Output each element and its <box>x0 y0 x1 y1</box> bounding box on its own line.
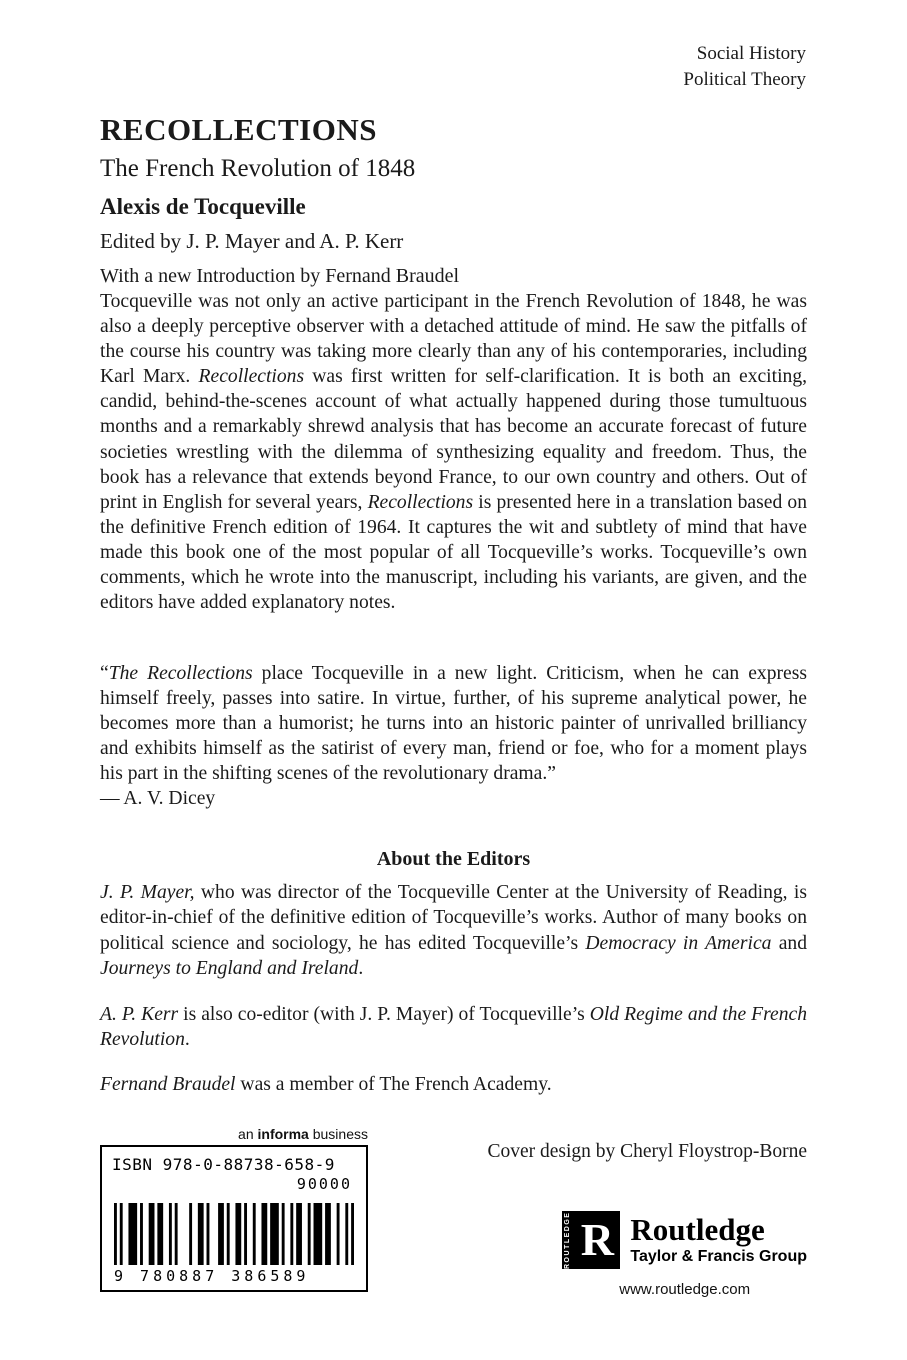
publisher-block <box>562 1211 807 1298</box>
routledge-r-icon: R <box>580 1213 614 1265</box>
publisher-names <box>630 1211 807 1267</box>
publisher-website: www.routledge.com <box>619 1281 751 1298</box>
edited-by-line: Edited by J. P. Mayer and A. P. Kerr <box>100 229 404 254</box>
editor-bio-mayer: J. P. Mayer, who was director of the Tocqueville Center at the University of Reading, is editor-in-chief of the definitive edition of Tocqueville’s works. Author of many books on political science and sociology, he has edited Tocqueville’s Democracy in America and Journeys to England and Ireland. <box>100 882 807 980</box>
category-social-history: Social History <box>696 43 806 64</box>
publisher-name: Routledge <box>630 1211 765 1247</box>
title-block <box>100 114 807 287</box>
informa-business-label: an informa business <box>238 1126 368 1142</box>
barcode-price-code: 90000 <box>296 1175 352 1193</box>
book-author: Alexis de Tocqueville <box>100 194 306 220</box>
editor-bio-kerr: A. P. Kerr is also co-editor (with J. P. Mayer) of Tocqueville’s Old Regime and the French Revolution. <box>100 1003 807 1051</box>
about-editors-heading: About the Editors <box>376 848 531 870</box>
introduction-note: With a new Introduction by Fernand Braudel <box>100 265 460 288</box>
isbn-barcode-block <box>100 1145 368 1292</box>
category-political-theory: Political Theory <box>683 69 806 90</box>
review-quote-attribution: — A. V. Dicey <box>100 788 216 810</box>
book-title: RECOLLECTIONS <box>100 112 377 147</box>
routledge-logo <box>562 1211 807 1269</box>
cover-design-credit: Cover design by Cheryl Floystrop-Borne <box>487 1141 807 1162</box>
book-subtitle: The French Revolution of 1848 <box>100 154 416 182</box>
review-quote <box>100 661 807 812</box>
isbn-number: ISBN 978-0-88738-658-9 <box>112 1155 335 1174</box>
routledge-logo-mark <box>562 1211 620 1269</box>
barcode-digits: 9 780887 386589 <box>114 1267 310 1285</box>
footer-right <box>487 1141 807 1298</box>
barcode-bars-icon <box>114 1203 354 1265</box>
publisher-group: Taylor & Francis Group <box>630 1248 807 1266</box>
category-tags <box>683 41 806 93</box>
about-editors-section <box>100 880 807 1118</box>
routledge-vertical-text: ROUTLEDGE <box>564 1211 572 1269</box>
review-quote-text: “The Recollections place Tocqueville in a new light. Criticism, when he can express himself freely, passes into satire. In virtue, further, of his supreme analytical power, he becomes more than a humorist; he turns into an historic painter of unrivalled brilliancy and exhibits himself as the satirist of every man, friend or foe, who for a moment plays his part in the shifting scenes of the revolutionary drama.” <box>100 663 807 785</box>
editor-bio-braudel: Fernand Braudel was a member of The French Academy. <box>100 1074 552 1096</box>
book-description: Tocqueville was not only an active participant in the French Revolution of 1848, he was also a deeply perceptive observer with a detached attitude of mind. He saw the pitfalls of the course his country was taking more clearly than any of his contemporaries, including Karl Marx. Recollections was first written for self-clarification. It is both an exciting, candid, behind-the-scenes account of what actually happened during those tumultuous months and a remarkably shrewd analysis that has become an accurate forecast of future societies wrestling with the dilemma of synthesizing equality and freedom. Thus, the book has a relevance that extends beyond France, to our own country and others. Out of print in English for several years, Recollections is presented here in a translation based on the definitive French edition of 1964. It captures the wit and subtlety of mind that have made this book one of the most popular of all Tocqueville’s works. Tocqueville’s own comments, which he wrote into the manuscript, including his variants, are given, and the editors have added explanatory notes. <box>100 291 808 614</box>
